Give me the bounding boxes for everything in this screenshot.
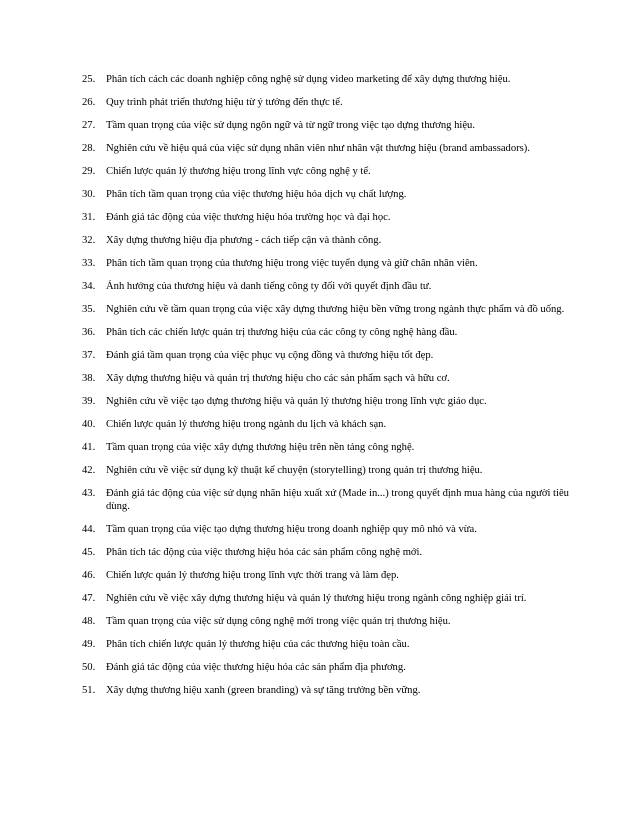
item-number: 32.	[82, 235, 96, 246]
item-number: 31.	[82, 212, 96, 223]
list-item	[82, 615, 572, 628]
list-item	[82, 523, 572, 536]
list-item	[82, 661, 572, 674]
item-number: 51.	[82, 685, 96, 697]
item-text: Xây dựng thương hiệu xanh (green branding) và sự tăng trưởng bền vững.	[106, 685, 421, 697]
item-text: Phân tích cách các doanh nghiệp công nghệ sử dụng video marketing để xây dựng thương hiệu.	[106, 74, 511, 85]
list-item	[82, 119, 572, 132]
item-text: Chiến lược quản lý thương hiệu trong lĩnh vực thời trang và làm đẹp.	[106, 570, 399, 582]
item-text: Nghiên cứu về việc xây dựng thương hiệu và quản lý thương hiệu trong ngành công nghiệp giải trí.	[106, 593, 527, 605]
list-item	[82, 546, 572, 559]
item-text: Đánh giá tác động của việc sử dụng nhãn hiệu xuất xứ (Made in...) trong quyết định mua hàng của người tiêu dùng.	[106, 488, 569, 513]
item-number: 33.	[82, 258, 96, 269]
list-item	[82, 234, 572, 247]
item-text: Xây dựng thương hiệu và quản trị thương hiệu cho các sản phẩm sạch và hữu cơ.	[106, 373, 450, 384]
item-number: 50.	[82, 662, 96, 674]
list-item	[82, 142, 572, 155]
item-text: Nghiên cứu về việc tạo dựng thương hiệu và quản lý thương hiệu trong lĩnh vực giáo dục.	[106, 396, 487, 407]
item-text: Chiến lược quản lý thương hiệu trong lĩnh vực công nghệ y tế.	[106, 166, 371, 177]
item-number: 26.	[82, 97, 96, 108]
item-number: 41.	[82, 442, 96, 453]
item-text: Xây dựng thương hiệu địa phương - cách tiếp cận và thành công.	[106, 235, 382, 246]
list-item	[82, 464, 572, 477]
item-number: 29.	[82, 166, 96, 177]
item-text: Phân tích chiến lược quản lý thương hiệu của các thương hiệu toàn cầu.	[106, 639, 410, 651]
list-item	[82, 257, 572, 270]
topic-list	[82, 73, 572, 707]
list-item	[82, 395, 572, 408]
item-number: 42.	[82, 465, 96, 476]
item-number: 30.	[82, 189, 96, 200]
item-text: Phân tích tác động của việc thương hiệu hóa các sản phẩm công nghệ mới.	[106, 547, 423, 559]
item-number: 48.	[82, 616, 96, 628]
item-number: 46.	[82, 570, 96, 582]
item-text: Phân tích tầm quan trọng của việc thương hiệu hóa dịch vụ chất lượng.	[106, 189, 407, 200]
item-number: 36.	[82, 327, 96, 338]
item-number: 40.	[82, 419, 96, 430]
list-item	[82, 418, 572, 431]
item-text: Nghiên cứu về việc sử dụng kỹ thuật kể chuyện (storytelling) trong quản trị thương hiệu.	[106, 465, 483, 476]
item-number: 44.	[82, 524, 96, 536]
item-text: Phân tích các chiến lược quản trị thương hiệu của các công ty công nghệ hàng đầu.	[106, 327, 458, 338]
list-item	[82, 349, 572, 362]
item-text: Đánh giá tác động của việc thương hiệu hóa các sản phẩm địa phương.	[106, 662, 406, 674]
list-item	[82, 165, 572, 178]
item-number: 25.	[82, 74, 96, 85]
item-number: 35.	[82, 304, 96, 315]
item-text: Tầm quan trọng của việc sử dụng công nghệ mới trong việc quản trị thương hiệu.	[106, 616, 451, 628]
list-item	[82, 441, 572, 454]
item-number: 27.	[82, 120, 96, 131]
list-item	[82, 303, 572, 316]
item-text: Tầm quan trọng của việc sử dụng ngôn ngữ và từ ngữ trong việc tạo dựng thương hiệu.	[106, 120, 475, 131]
list-item	[82, 487, 572, 514]
item-text: Phân tích tầm quan trọng của thương hiệu trong việc tuyển dụng và giữ chân nhân viên.	[106, 258, 478, 269]
list-item	[82, 372, 572, 385]
list-item	[82, 569, 572, 582]
list-item	[82, 280, 572, 293]
list-item	[82, 96, 572, 109]
item-text: Nghiên cứu về tầm quan trọng của việc xây dựng thương hiệu bền vững trong ngành thực phẩm và đồ uống.	[106, 304, 565, 315]
item-number: 45.	[82, 547, 96, 559]
list-item	[82, 73, 572, 86]
list-item	[82, 592, 572, 605]
item-text: Tầm quan trọng của việc xây dựng thương hiệu trên nền tảng công nghệ.	[106, 442, 415, 453]
list-item	[82, 188, 572, 201]
item-number: 49.	[82, 639, 96, 651]
item-number: 39.	[82, 396, 96, 407]
list-item	[82, 638, 572, 651]
item-text: Ảnh hưởng của thương hiệu và danh tiếng công ty đối với quyết định đầu tư.	[106, 281, 432, 292]
list-item	[82, 326, 572, 339]
item-number: 37.	[82, 350, 96, 361]
item-number: 47.	[82, 593, 96, 605]
item-text: Đánh giá tầm quan trọng của việc phục vụ cộng đồng và thương hiệu tốt đẹp.	[106, 350, 434, 361]
item-text: Nghiên cứu về hiệu quả của việc sử dụng nhân viên như nhân vật thương hiệu (brand ambassadors).	[106, 143, 530, 154]
item-text: Đánh giá tác động của việc thương hiệu hóa trường học và đại học.	[106, 212, 391, 223]
item-text: Quy trình phát triển thương hiệu từ ý tưởng đến thực tế.	[106, 97, 343, 108]
item-number: 38.	[82, 373, 96, 384]
item-number: 28.	[82, 143, 96, 154]
list-item	[82, 211, 572, 224]
item-text: Tầm quan trọng của việc tạo dựng thương hiệu trong doanh nghiệp quy mô nhỏ và vừa.	[106, 524, 477, 536]
item-number: 43.	[82, 488, 96, 499]
list-item	[82, 684, 572, 697]
item-text: Chiến lược quản lý thương hiệu trong ngành du lịch và khách sạn.	[106, 419, 387, 430]
item-number: 34.	[82, 281, 96, 292]
